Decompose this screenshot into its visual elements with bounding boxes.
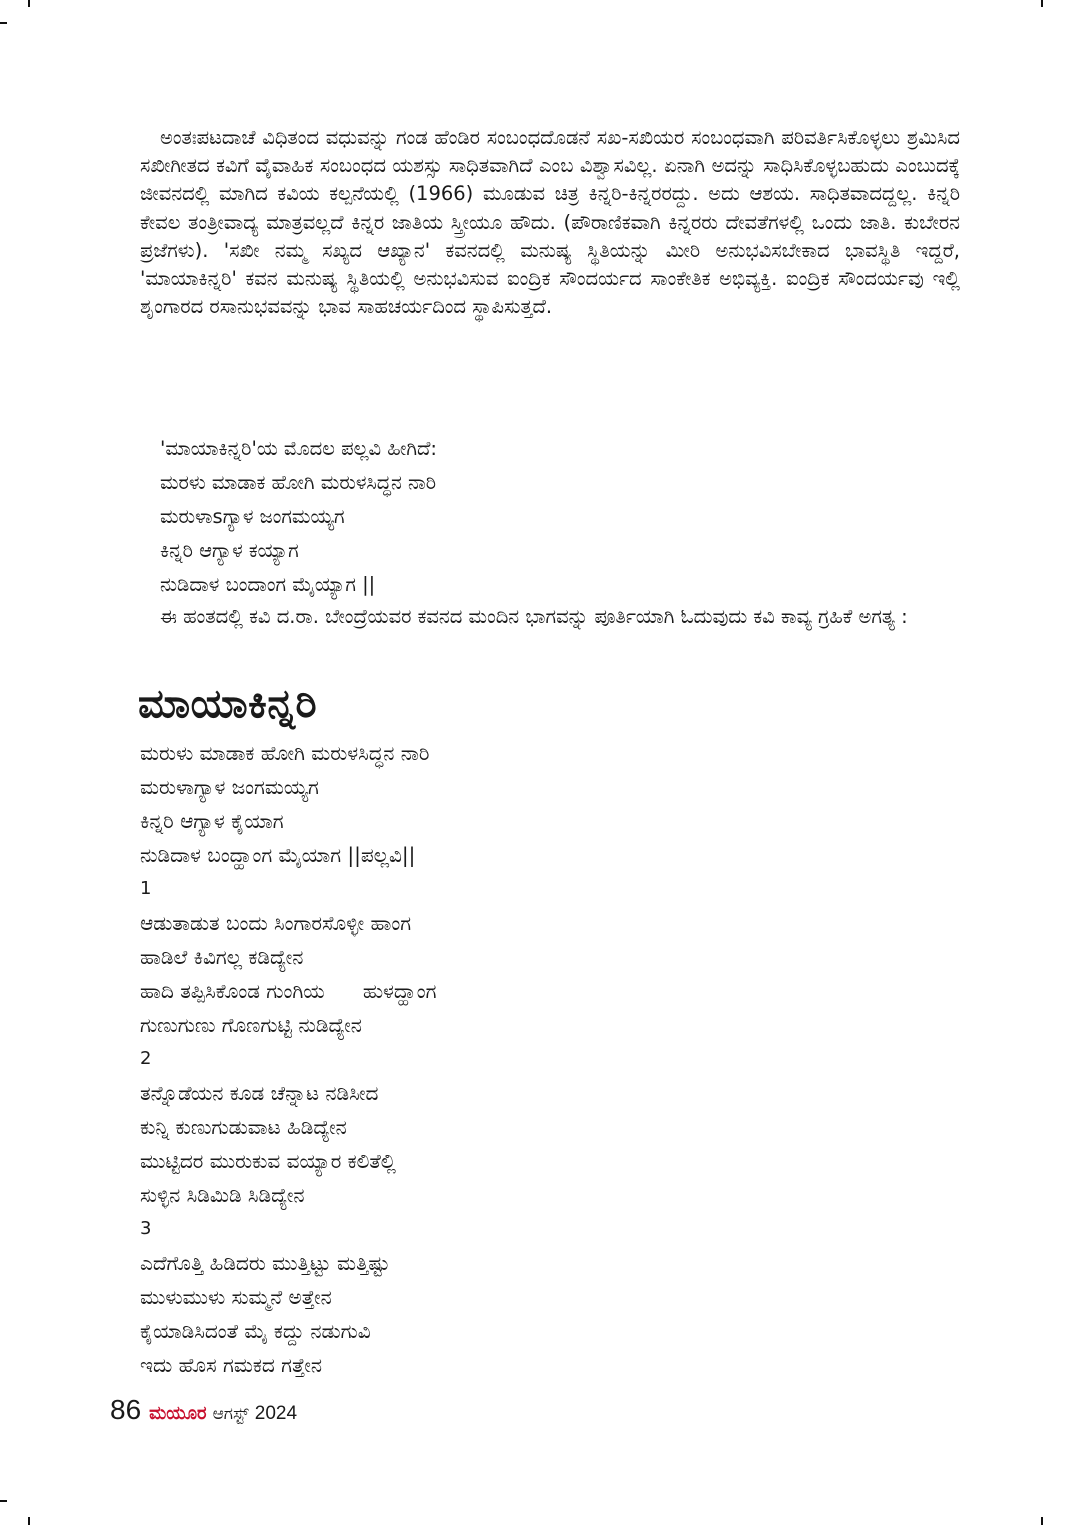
page-number: 86 <box>110 1394 142 1425</box>
magazine-logo: ಮಯೂರ <box>149 1403 207 1424</box>
crop-mark-bottom-left <box>28 1517 30 1525</box>
poem-line: ಹಾದಿ ತಪ್ಪಿಸಿಕೊಂಡ ಗುಂಗಿಯ ಹುಳದ್ಹಾಂಗ <box>140 979 437 1003</box>
poem-line: ಕೈಯಾಡಿಸಿದಂತೆ ಮೈ ಕದ್ದು ನಡುಗುವಿ <box>140 1319 371 1343</box>
crop-mark-top-left <box>28 0 30 7</box>
poem-line: ಎದೆಗೊತ್ತಿ ಹಿಡಿದರು ಮುತ್ತಿಟ್ಟು ಮತ್ತಿಷ್ಟು <box>140 1251 390 1275</box>
crop-mark-bottom-right <box>1041 1517 1043 1525</box>
body-paragraph-2: ಈ ಹಂತದಲ್ಲಿ ಕವಿ ದ.ರಾ. ಬೇಂದ್ರೆಯವರ ಕವನದ ಮಂದಿನ ಭಾಗವನ್ನು ಪೂರ್ತಿಯಾಗಿ ಓದುವುದು ಕವಿ ಕಾವ್ಯ ಗ್ರಹಿಕೆ ಅಗತ್ಯ : <box>160 605 908 628</box>
poem-line: ಮರುಳು ಮಾಡಾಕ ಹೋಗಿ ಮರುಳಸಿದ್ಧನ ನಾರಿ <box>140 741 430 765</box>
poem-line: ತನ್ನೊಡೆಯನ ಕೂಡ ಚೆನ್ನಾಟ ನಡಿಸೀದ <box>140 1081 379 1105</box>
crop-mark-top-left-side <box>0 22 7 24</box>
intro-pallavi-quote <box>160 432 437 602</box>
poem-line: ಗುಣುಗುಣು ಗೊಣಗುಟ್ಟಿ ನುಡಿದ್ಯೇನ <box>140 1013 362 1037</box>
issue-year: 2024 <box>254 1403 298 1424</box>
poem-line: ಸುಳ್ಳಿನ ಸಿಡಿಮಿಡಿ ಸಿಡಿದ್ಯೇನ <box>140 1183 305 1207</box>
page-footer <box>110 1394 297 1428</box>
intro-line: 'ಮಾಯಾಕಿನ್ನರಿ'ಯ ಮೊದಲ ಪಲ್ಲವಿ ಹೀಗಿದೆ: <box>160 437 437 460</box>
body-paragraph-1: ಅಂತಃಪಟದಾಚೆ ವಿಧಿತಂದ ವಧುವನ್ನು ಗಂಡ ಹೆಂಡಿರ ಸಂಬಂಧದೊಡನೆ ಸಖ-ಸಖಿಯರ ಸಂಬಂಧವಾಗಿ ಪರಿವರ್ತಿಸಿಕೊಳ್ಳಲು ಶ್ರಮಿಸಿದ ಸಖೀಗೀತದ ಕವಿಗೆ ವೈವಾಹಿಕ ಸಂಬಂಧದ ಯಶಸ್ಸು ಸಾಧಿತವಾಗಿದೆ ಎಂಬ ವಿಶ್ವಾಸವಿಲ್ಲ. ಏನಾಗಿ ಅದನ್ನು ಸಾಧಿಸಿಕೊಳ್ಳಬಹುದು ಎಂಬುದಕ್ಕೆ ಜೀವನದಲ್ಲಿ ಮಾಗಿದ ಕವಿಯ ಕಲ್ಪನೆಯಲ್ಲಿ (1966) ಮೂಡುವ ಚಿತ್ರ ಕಿನ್ನರಿ-ಕಿನ್ನರರದ್ದು. ಅದು ಆಶಯ. ಸಾಧಿತವಾದದ್ದಲ್ಲ. ಕಿನ್ನರಿ ಕೇವಲ ತಂತ್ರೀವಾದ್ಯ ಮಾತ್ರವಲ್ಲದೆ ಕಿನ್ನರ ಜಾತಿಯ ಸ್ತ್ರೀಯೂ ಹೌದು. (ಪೌರಾಣಿಕವಾಗಿ ಕಿನ್ನರರು ದೇವತೆಗಳಲ್ಲಿ ಒಂದು ಜಾತಿ. ಕುಬೇರನ ಪ್ರಜೆಗಳು). 'ಸಖೀ ನಮ್ಮ ಸಖ್ಯದ ಆಖ್ಯಾನ' ಕವನದಲ್ಲಿ ಮನುಷ್ಯ ಸ್ಥಿತಿಯನ್ನು ಮೀರಿ ಅನುಭವಿಸಬೇಕಾದ ಭಾವಸ್ಥಿತಿ ಇದ್ದರೆ, 'ಮಾಯಾಕಿನ್ನರಿ' ಕವನ ಮನುಷ್ಯ ಸ್ಥಿತಿಯಲ್ಲಿ ಅನುಭವಿಸುವ ಐಂದ್ರಿಕ ಸೌಂದರ್ಯದ ಸಾಂಕೇತಿಕ ಅಭಿವ್ಯಕ್ತಿ. ಐಂದ್ರಿಕ ಸೌಂದರ್ಯವು ಇಲ್ಲಿ ಶೃಂಗಾರದ ರಸಾನುಭವವನ್ನು ಭಾವ ಸಾಹಚರ್ಯದಿಂದ ಸ್ಥಾಪಿಸುತ್ತದೆ. <box>140 126 960 319</box>
poem-body <box>140 736 436 1382</box>
poem-line: ನುಡಿದಾಳ ಬಂದ್ಹಾಂಗ ಮೈಯಾಗ ||ಪಲ್ಲವಿ|| <box>140 843 416 867</box>
poem-line: ಇದು ಹೊಸ ಗಮಕದ ಗತ್ತೇನ <box>140 1353 322 1377</box>
intro-line: ನುಡಿದಾಳ ಬಂದಾಂಗ ಮೈಯ್ಯಾಗ || <box>160 573 376 596</box>
poem-title: ಮಾಯಾಕಿನ್ನರಿ <box>138 681 318 727</box>
intro-line: ಮರಳು ಮಾಡಾಕ ಹೋಗಿ ಮರುಳಸಿದ್ಧನ ನಾರಿ <box>160 471 437 494</box>
issue-month: ಆಗಸ್ಟ್ <box>212 1404 249 1424</box>
poem-line: ಮರುಳಾಗ್ಯಾಳ ಜಂಗಮಯ್ಯಗ <box>140 775 319 799</box>
poem-line: ಕುನ್ನಿ ಕುಣುಗುಡುವಾಟ ಹಿಡಿದ್ಯೇನ <box>140 1115 347 1139</box>
stanza-number: 1 <box>140 878 152 899</box>
poem-line: ಮುಟ್ಟಿದರ ಮುರುಕುವ ವಯ್ಯಾರ ಕಲಿತೆಲ್ಲಿ <box>140 1149 396 1173</box>
crop-mark-bottom-left-side <box>0 1500 7 1502</box>
intro-line: ಕಿನ್ನರಿ ಆಗ್ಯಾಳ ಕಯ್ಯಾಗ <box>160 539 299 562</box>
stanza-number: 3 <box>140 1218 152 1239</box>
poem-line: ಆಡುತಾಡುತ ಬಂದು ಸಿಂಗಾರಸೊಳ್ಳೀ ಹಾಂಗ <box>140 911 412 935</box>
poem-line: ಹಾಡಿಲೆ ಕಿವಿಗಲ್ಲ ಕಡಿದ್ಯೇನ <box>140 945 304 969</box>
stanza-number: 2 <box>140 1048 152 1069</box>
intro-line: ಮರುಳಾsಗ್ಯಾಳ ಜಂಗಮಯ್ಯಗ <box>160 505 345 528</box>
crop-mark-top-right <box>1041 0 1043 7</box>
poem-line: ಮುಳುಮುಳು ಸುಮ್ಮನೆ ಅತ್ತೇನ <box>140 1285 332 1309</box>
poem-line: ಕಿನ್ನರಿ ಆಗ್ಯಾಳ ಕೈಯಾಗ <box>140 809 284 833</box>
